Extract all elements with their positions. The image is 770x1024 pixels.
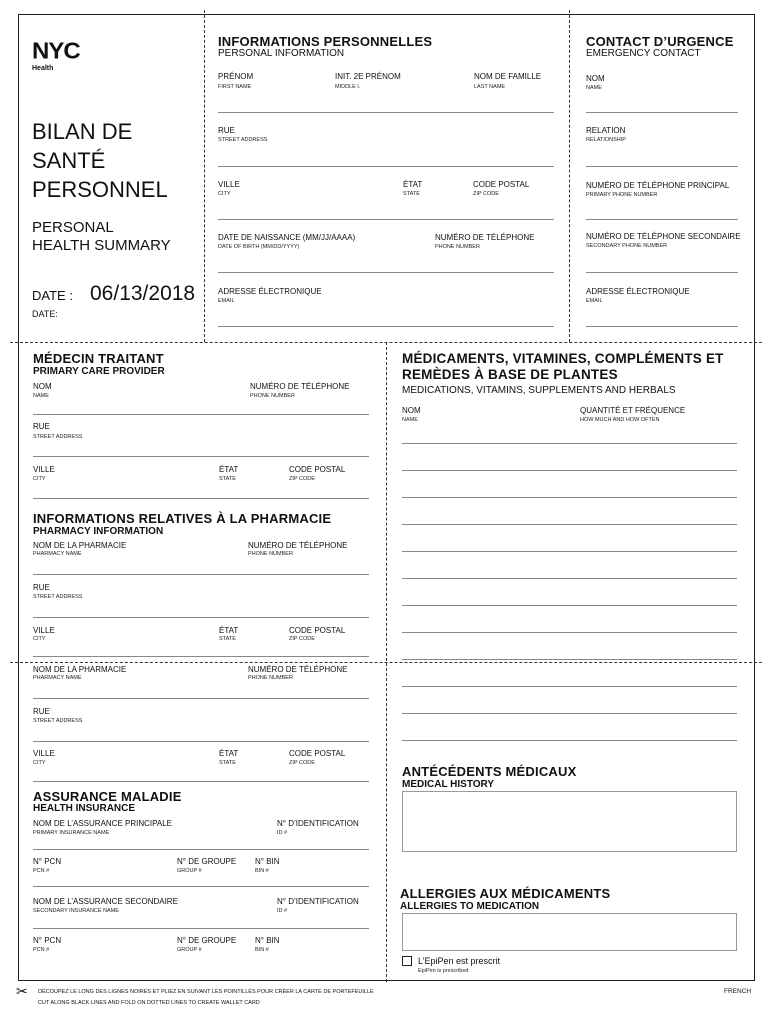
ph1-zip-label-en: ZIP CODE [289, 636, 315, 642]
ph2-state-label-en: STATE [219, 760, 236, 766]
ph1-city-field[interactable] [33, 656, 369, 657]
first-name-label: PRÉNOM [218, 72, 254, 81]
medication-line[interactable] [402, 632, 737, 633]
ins2-name-label: NOM DE L’ASSURANCE SECONDAIRE [33, 897, 178, 906]
medication-line[interactable] [402, 578, 737, 579]
doctor-phone-label-en: PHONE NUMBER [250, 393, 295, 399]
state-label: ÉTAT [403, 180, 423, 189]
logo-text: NYC [32, 38, 80, 65]
epipen-label-en: EpiPen is prescribed [418, 968, 469, 974]
ph1-phone-label: NUMÉRO DE TÉLÉPHONE [248, 541, 348, 550]
ph1-state-label: ÉTAT [219, 626, 239, 635]
city-label-en: CITY [218, 191, 231, 197]
email-field[interactable] [218, 326, 554, 327]
insurance-title: ASSURANCE MALADIE [33, 789, 182, 804]
zip-label-en: ZIP CODE [473, 191, 499, 197]
doctor-city-label: VILLE [33, 465, 55, 474]
first-name-label-en: FIRST NAME [218, 84, 252, 90]
phone-label: NUMÉRO DE TÉLÉPHONE [435, 233, 535, 242]
ph1-street-label-en: STREET ADDRESS [33, 594, 83, 600]
ec-rel-label: RELATION [586, 126, 626, 135]
ph2-zip-label: CODE POSTAL [289, 749, 346, 758]
meds-title-1: MÉDICAMENTS, VITAMINES, COMPLÉMENTS ET [402, 351, 724, 366]
street-label-en: STREET ADDRESS [218, 137, 268, 143]
ec-p2-label: NUMÉRO DE TÉLÉPHONE SECONDAIRE [586, 232, 741, 241]
pharmacy-subtitle: PHARMACY INFORMATION [33, 526, 164, 537]
ins1-bin-label: N° BIN [255, 857, 280, 866]
ph2-state-label: ÉTAT [219, 749, 239, 758]
fold-line-left [204, 10, 205, 342]
email-label: ADRESSE ÉLECTRONIQUE [218, 287, 322, 296]
ph2-phone-label: NUMÉRO DE TÉLÉPHONE [248, 665, 348, 674]
doctor-zip-label-en: ZIP CODE [289, 476, 315, 482]
ph1-street-field[interactable] [33, 617, 369, 618]
ins1-bin-label-en: BIN # [255, 868, 269, 874]
ins1-id-label-en: ID # [277, 830, 288, 836]
ins1-name-label-en: PRIMARY INSURANCE NAME [33, 830, 110, 836]
ec-p2-label-en: SECONDARY PHONE NUMBER [586, 243, 668, 249]
date-value[interactable]: 06/13/2018 [90, 282, 196, 305]
allergies-box[interactable] [402, 913, 737, 951]
nyc-health-logo [32, 40, 80, 72]
medical-history-box[interactable] [402, 791, 737, 852]
emergency-title: CONTACT D’URGENCE [586, 34, 734, 49]
title-fr-1: BILAN DE [32, 119, 133, 144]
ph1-zip-label: CODE POSTAL [289, 626, 346, 635]
ec-rel-label-en: RELATIONSHIP [586, 137, 626, 143]
fold-line-center [386, 342, 387, 982]
ec-p2-field[interactable] [586, 272, 738, 273]
medication-line[interactable] [402, 497, 737, 498]
ph2-name-label-en: PHARMACY NAME [33, 675, 82, 681]
ph2-street-label-en: STREET ADDRESS [33, 718, 83, 724]
ins2-id-label: N° D’IDENTIFICATION [277, 897, 359, 906]
city-label: VILLE [218, 180, 240, 189]
footer-instructions-en: CUT ALONG BLACK LINES AND FOLD ON DOTTED LINES TO CREATE WALLET CARD [38, 1000, 260, 1006]
history-title: ANTÉCÉDENTS MÉDICAUX [402, 764, 577, 779]
street-label: RUE [218, 126, 235, 135]
ins2-pcn-label-en: PCN # [33, 947, 50, 953]
ec-p1-label: NUMÉRO DE TÉLÉPHONE PRINCIPAL [586, 181, 730, 190]
date-label: DATE : [32, 288, 73, 303]
doctor-city-label-en: CITY [33, 476, 46, 482]
doctor-street-label-en: STREET ADDRESS [33, 434, 83, 440]
meds-name-label: NOM [402, 406, 421, 415]
dob-label: DATE DE NAISSANCE (MM/JJ/AAAA) [218, 233, 356, 242]
ins2-group-label: N° DE GROUPE [177, 936, 237, 945]
footer-language: FRENCH [724, 988, 752, 995]
ins1-pcn-label: N° PCN [33, 857, 62, 866]
ins1-name-field[interactable] [33, 849, 369, 850]
doctor-street-label: RUE [33, 422, 50, 431]
ph2-city-label-en: CITY [33, 760, 46, 766]
ins1-pcn-label-en: PCN # [33, 868, 50, 874]
middle-label: INIT. 2E PRÉNOM [335, 72, 401, 81]
doctor-state-label: ÉTAT [219, 465, 239, 474]
allergies-subtitle: ALLERGIES TO MEDICATION [400, 901, 540, 912]
medication-line[interactable] [402, 659, 737, 660]
ins1-name-label: NOM DE L’ASSURANCE PRINCIPALE [33, 819, 172, 828]
doctor-title: MÉDECIN TRAITANT [33, 351, 164, 366]
scissors-icon: ✂ [16, 983, 28, 999]
date-label-en: DATE: [32, 309, 58, 319]
ins2-name-field[interactable] [33, 928, 369, 929]
ins1-pcn-field[interactable] [33, 886, 369, 887]
personal-title: INFORMATIONS PERSONNELLES [218, 34, 433, 49]
dob-label-en: DATE OF BIRTH (MM/DD/YYYY) [218, 244, 300, 250]
ins2-bin-label-en: BIN # [255, 947, 269, 953]
logo-sub: Health [32, 65, 54, 72]
email-label-en: EMAIL [218, 298, 235, 304]
epipen-label: L’EpiPen est prescrit [418, 956, 501, 966]
ec-name-label-en: NAME [586, 85, 602, 91]
meds-title-2: REMÈDES À BASE DE PLANTES [402, 367, 618, 382]
ins2-name-label-en: SECONDARY INSURANCE NAME [33, 908, 119, 914]
last-name-label-en: LAST NAME [474, 84, 506, 90]
title-fr-3: PERSONNEL [32, 177, 168, 202]
medication-line[interactable] [402, 740, 737, 741]
title-en-2: HEALTH SUMMARY [32, 237, 171, 254]
ec-email-field[interactable] [586, 326, 738, 327]
ph2-name-label: NOM DE LA PHARMACIE [33, 665, 127, 674]
doctor-name-field[interactable] [33, 414, 369, 415]
ec-p1-field[interactable] [586, 219, 738, 220]
medication-line[interactable] [402, 443, 737, 444]
meds-qty-label: QUANTITÉ ET FRÉQUENCE [580, 406, 686, 415]
ph1-name-field[interactable] [33, 574, 369, 575]
ec-email-label-en: EMAIL [586, 298, 603, 304]
medication-line[interactable] [402, 551, 737, 552]
ph2-zip-label-en: ZIP CODE [289, 760, 315, 766]
last-name-label: NOM DE FAMILLE [474, 72, 542, 81]
street-field[interactable] [218, 166, 554, 167]
medication-line[interactable] [402, 686, 737, 687]
state-label-en: STATE [403, 191, 420, 197]
ec-email-label: ADRESSE ÉLECTRONIQUE [586, 287, 690, 296]
history-subtitle: MEDICAL HISTORY [402, 779, 495, 790]
ph2-name-field[interactable] [33, 698, 369, 699]
doctor-city-field[interactable] [33, 498, 369, 499]
ph2-phone-label-en: PHONE NUMBER [248, 675, 293, 681]
middle-label-en: MIDDLE I. [335, 84, 361, 90]
ec-rel-field[interactable] [586, 166, 738, 167]
medication-line[interactable] [402, 524, 737, 525]
ph1-name-label-en: PHARMACY NAME [33, 551, 82, 557]
ins2-bin-label: N° BIN [255, 936, 280, 945]
doctor-name-label-en: NAME [33, 393, 49, 399]
ph2-city-field[interactable] [33, 781, 369, 782]
title-fr-2: SANTÉ [32, 148, 106, 173]
allergies-title: ALLERGIES AUX MÉDICAMENTS [400, 886, 611, 901]
doctor-name-label: NOM [33, 382, 52, 391]
meds-qty-label-en: HOW MUCH AND HOW OFTEN [580, 417, 660, 423]
medication-line[interactable] [402, 605, 737, 606]
ins1-group-label-en: GROUP # [177, 868, 202, 874]
ins1-group-label: N° DE GROUPE [177, 857, 237, 866]
pharmacy-title: INFORMATIONS RELATIVES À LA PHARMACIE [33, 511, 332, 526]
ins2-group-label-en: GROUP # [177, 947, 202, 953]
personal-subtitle: PERSONAL INFORMATION [218, 48, 345, 59]
ph1-street-label: RUE [33, 583, 50, 592]
epipen-checkbox[interactable] [402, 956, 412, 966]
meds-name-label-en: NAME [402, 417, 418, 423]
ph1-name-label: NOM DE LA PHARMACIE [33, 541, 127, 550]
title-en-1: PERSONAL [32, 219, 114, 236]
phone-label-en: PHONE NUMBER [435, 244, 480, 250]
doctor-state-label-en: STATE [219, 476, 236, 482]
ph2-city-label: VILLE [33, 749, 55, 758]
dob-field[interactable] [218, 272, 554, 273]
fold-line-right [569, 10, 570, 342]
ins2-pcn-label: N° PCN [33, 936, 62, 945]
ph1-city-label: VILLE [33, 626, 55, 635]
ec-name-field[interactable] [586, 112, 738, 113]
ph1-phone-label-en: PHONE NUMBER [248, 551, 293, 557]
zip-label: CODE POSTAL [473, 180, 530, 189]
insurance-subtitle: HEALTH INSURANCE [33, 803, 136, 814]
emergency-subtitle: EMERGENCY CONTACT [586, 48, 701, 59]
ph2-street-label: RUE [33, 707, 50, 716]
ec-name-label: NOM [586, 74, 605, 83]
doctor-zip-label: CODE POSTAL [289, 465, 346, 474]
doctor-phone-label: NUMÉRO DE TÉLÉPHONE [250, 382, 350, 391]
doctor-street-field[interactable] [33, 456, 369, 457]
footer-instructions-fr: DÉCOUPEZ LE LONG DES LIGNES NOIRES ET PLIEZ EN SUIVANT LES POINTILLÉS POUR CRÉER LA CARTE DE PORTEFEUILLE [38, 989, 374, 995]
ec-p1-label-en: PRIMARY PHONE NUMBER [586, 192, 658, 198]
name-field[interactable] [218, 112, 554, 113]
medication-line[interactable] [402, 470, 737, 471]
ins2-id-label-en: ID # [277, 908, 288, 914]
ph1-city-label-en: CITY [33, 636, 46, 642]
medication-line[interactable] [402, 713, 737, 714]
ins1-id-label: N° D’IDENTIFICATION [277, 819, 359, 828]
city-field[interactable] [218, 219, 554, 220]
ph1-state-label-en: STATE [219, 636, 236, 642]
doctor-subtitle: PRIMARY CARE PROVIDER [33, 366, 165, 377]
meds-subtitle: MEDICATIONS, VITAMINS, SUPPLEMENTS AND HERBALS [402, 385, 676, 396]
ph2-street-field[interactable] [33, 741, 369, 742]
